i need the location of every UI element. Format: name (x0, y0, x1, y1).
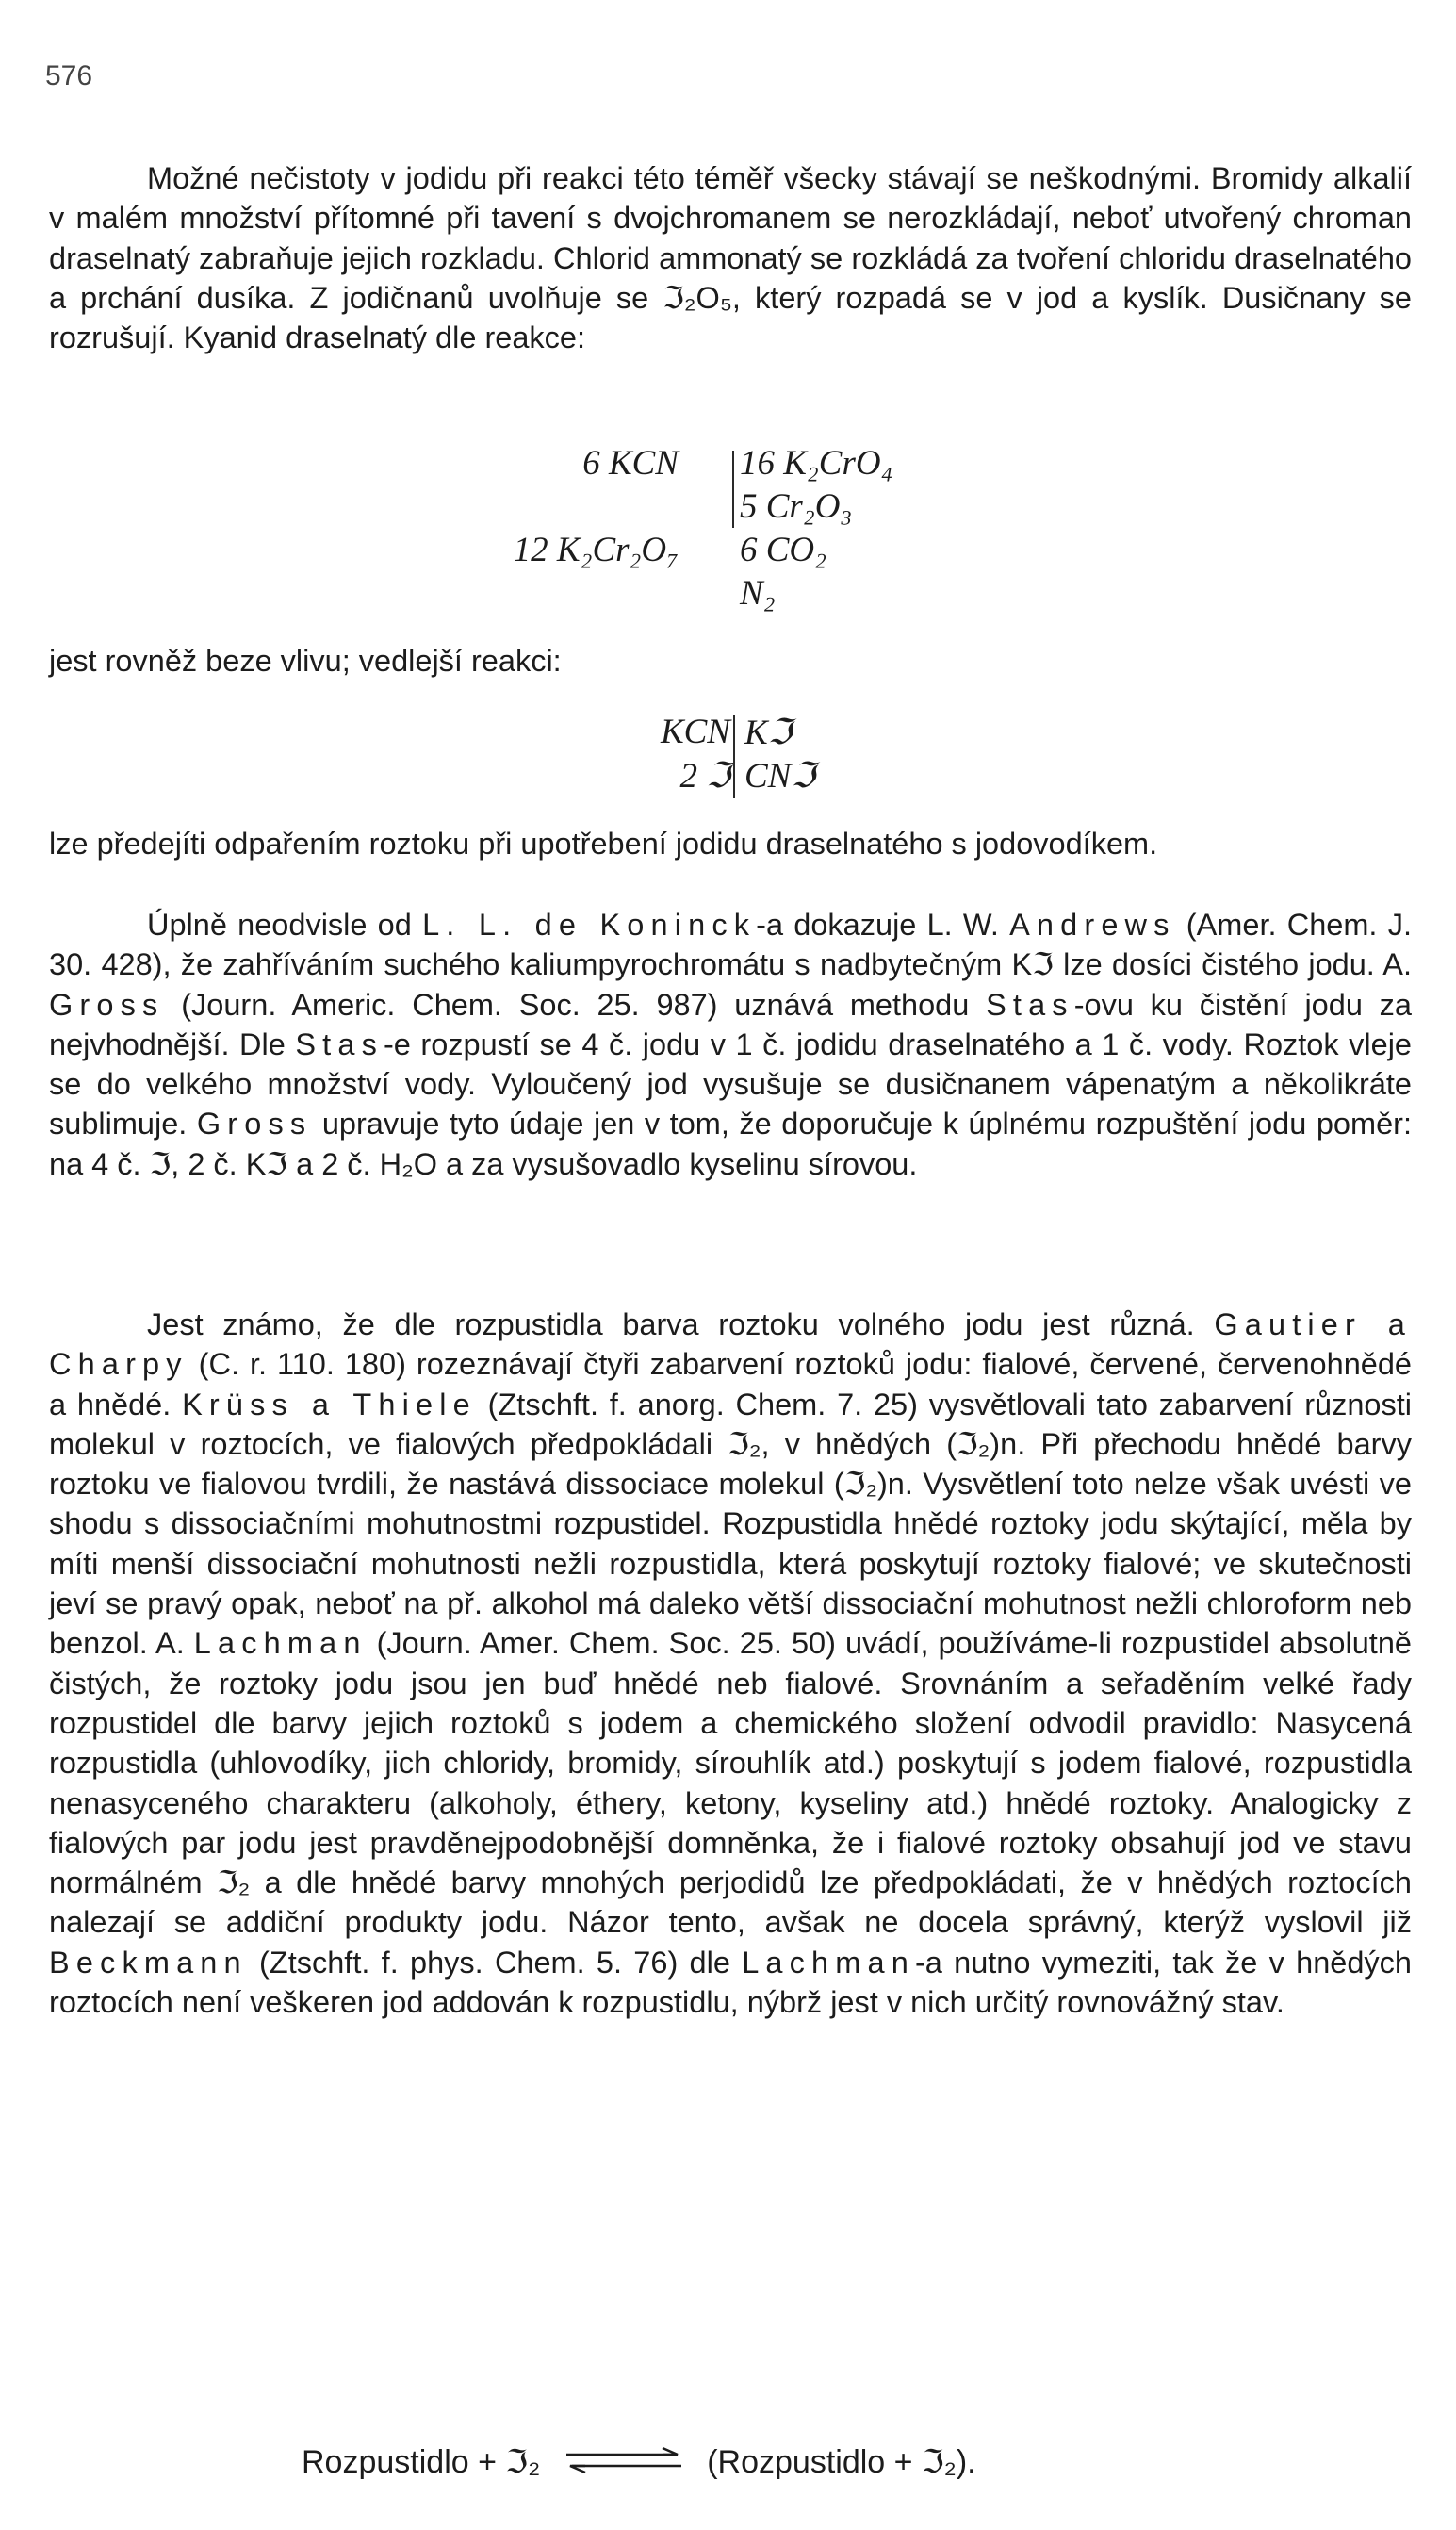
scheme-reactant-kcn: 6 KCN (582, 444, 679, 483)
page-number: 576 (45, 60, 93, 91)
equilibrium-equation (302, 2443, 976, 2483)
author-stas: Stas (986, 987, 1074, 1022)
side-reaction-scheme (603, 712, 914, 797)
purification-text: Úplně neodvisle od L. L. de Koninck-a dokazuje L. W. Andrews (Amer. Chem. J. 30. 428), že zahříváním suchého kaliumpyrochromátu s nadbytečným Kℑ lze dosíci čistého jodu. A. Gross (Journ. Americ. Chem. Soc. 25. 987) uznává methodu Stas-ovu ku čistění jodu za nejvhodnější. Dle Stas-e rozpustí se 4 č. jodu v 1 č. jodidu draselnatého a 1 č. vody. Roztok vleje se do velkého množství vody. Vyloučený jod vysušuje se dusičnanem vápenatým a několikráte sublimuje. Gross upravuje tyto údaje jen v tom, že doporučuje k úplnému rozpuštění jodu poměr: na 4 č. ℑ, 2 č. Kℑ a 2 č. H₂O a za vysušovadlo kyselinu sírovou. (49, 908, 1413, 1181)
paragraph-purification (49, 905, 1412, 1184)
scheme-product-4: N₂ (740, 574, 776, 613)
scheme-product-2: 5 Cr₂O₃ (740, 487, 853, 526)
equation-right: (Rozpustidlo + ℑ₂). (707, 2444, 976, 2480)
author-koninck: L. L. de Koninck (422, 908, 757, 942)
paragraph-colour (49, 1305, 1412, 2022)
side-reactant-2: 2 ℑ (679, 757, 730, 796)
author-lachman-2: Lachman (742, 1945, 915, 1980)
paragraph-evaporation (49, 824, 1412, 863)
author-lachman: Lachman (193, 1626, 368, 1661)
colour-text: Jest známo, že dle rozpustidla barva roztoku volného jodu jest různá. Gautier a Charpy (C. r. 110. 180) rozeznávají čtyři zabarvení roztoků jodu: fialové, červené, červenohnědé a hnědé. Krüss a Thiele (Ztschft. f. anorg. Chem. 7. 25) vysvětlovali tato zabarvení různosti molekul v roztocích, ve fialových předpokládali ℑ₂, v hnědých (ℑ₂)n. Při přechodu hnědé barvy roztoku ve fialovou tvrdili, že nastává dissociace molekul (ℑ₂)n. Vysvětlení toto nelze však uvésti ve shodu s dissociačními mohutnostmi rozpustidel. Rozpustidla hnědé roztoky jodu skýtající, měla by míti menší dissociační mohutnosti nežli rozpustidla, která poskytují roztoky fialové; ve skutečnosti jeví se pravý opak, neboť na př. alkohol má daleko větší dissociační mohutnost nežli chloroform neb benzol. A. Lachman (Journ. Amer. Chem. Soc. 25. 50) uvádí, používáme-li rozpustidel absolutně čistých, že roztoky jodu jsou jen buď hnědé neb fialové. Srovnáním a seřaděním velké řady rozpustidel dle barvy jejich roztoků s jodem a chemického složení odvodil pravidlo: Nasycená rozpustidla (uhlovodíky, jich chloridy, bromidy, sírouhlík atd.) poskytují s jodem fialové, rozpustidla nenasyceného charakteru (alkoholy, éthery, ketony, kyseliny atd.) hnědé roztoky. Analogicky z fialových par jodu jest pravděnejpodobnější domněnka, že i fialové roztoky obsahují jod ve stavu normálném ℑ₂ a dle hnědé barvy mnohých perjodidů lze předpokládati, že v hnědých roztocích nalezají se addiční produkty jodu. Názor tento, avšak ne docela správný, kterýž vyslovil již Beckmann (Ztschft. f. phys. Chem. 5. 76) dle Lachman-a nutno vymeziti, tak že v hnědých roztocích není veškeren jod addován k rozpustidlu, nýbrž jest v nich určitý rovnovážný stav. (49, 1307, 1413, 2020)
side-scheme-divider (733, 715, 735, 798)
side-reactant-1: KCN (660, 713, 730, 751)
scheme-reactant-dichromate: 12 K₂Cr₂O₇ (513, 531, 679, 569)
author-beckmann: Beckmann (49, 1945, 248, 1980)
side-product-1: Kℑ (744, 714, 793, 752)
side-reaction-text: jest rovněž beze vlivu; vedlejší reakci: (49, 644, 562, 678)
author-gross-2: Gross (196, 1107, 313, 1142)
author-gautier-charpy: Gautier a Charpy (49, 1307, 1412, 1382)
paragraph-side-reaction-intro (49, 641, 1412, 681)
scheme-divider (732, 451, 734, 528)
evaporation-text: lze předejíti odpařením roztoku při upotřebení jodidu draselnatého s jodovodíkem. (49, 827, 1158, 861)
author-gross: Gross (49, 987, 165, 1022)
scheme-product-3: 6 CO₂ (740, 531, 827, 569)
author-stas-2: Stas (295, 1027, 384, 1061)
equilibrium-arrows-icon (563, 2446, 685, 2483)
kcn-reaction-scheme (452, 443, 980, 627)
equation-left: Rozpustidlo + ℑ₂ (302, 2444, 541, 2480)
author-kruss-thiele: Krüss a Thiele (182, 1387, 477, 1421)
author-andrews: Andrews (1009, 908, 1176, 942)
side-product-2: CNℑ (744, 757, 816, 796)
paragraph-impurities: Možné nečistoty v jodidu při reakci této téměř všecky stávají se neškodnými. Bromidy alkalií v malém množství přítomné při tavení s dvojchromanem se nerozkládají, neboť utvořený chroman draselnatý zabraňuje jejich rozkladu. Chlorid ammonatý se rozkládá za tvoření chloridu draselnatého a prchání dusíka. Z jodičnanů uvolňuje se ℑ₂O₅, který rozpadá se v jod a kyslík. Dusičnany se rozrušují. Kyanid draselnatý dle reakce: (49, 161, 1412, 355)
scheme-product-1: 16 K₂CrO₄ (740, 444, 893, 483)
paragraph-intro (49, 158, 1412, 357)
